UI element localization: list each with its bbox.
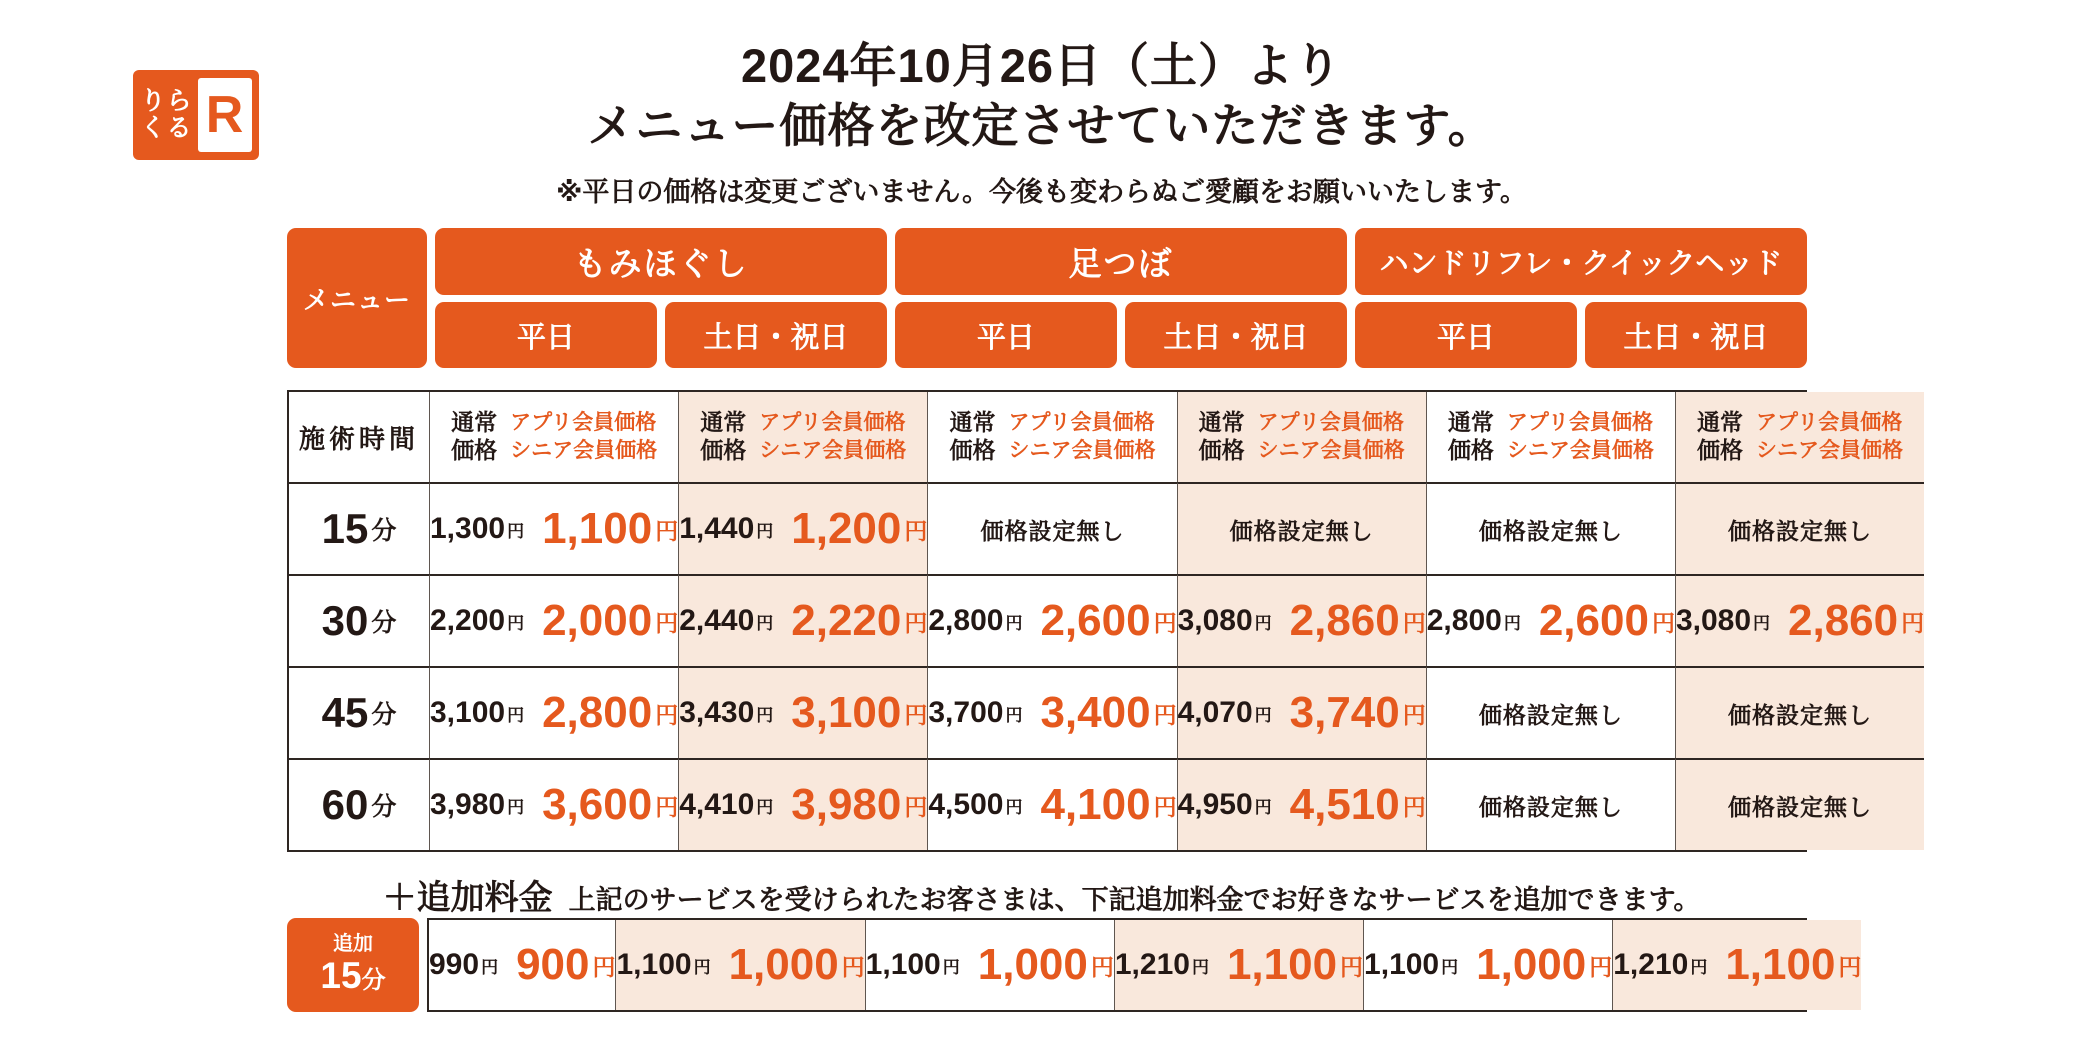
normal-price-header: 通常 価格 (700, 409, 747, 463)
yen-suffix: 円 (1690, 957, 1708, 977)
yen-suffix: 円 (756, 613, 774, 633)
day-header-weekday: 平日 (895, 302, 1117, 368)
normal-price-header: 通常 価格 (1198, 409, 1245, 463)
price-header-content (1697, 409, 1903, 466)
no-price-cell (1675, 482, 1924, 574)
time-unit: 分 (371, 701, 397, 729)
member-price: 2,800 (542, 688, 653, 737)
price-header-cell (1177, 392, 1426, 482)
member-price: 3,740 (1289, 688, 1400, 737)
no-price-label: 価格設定無し (1728, 517, 1873, 544)
normal-price: 1,210 (1114, 948, 1190, 981)
price-header-content (451, 409, 657, 466)
time-header-label: 施術時間 (298, 423, 419, 454)
normal-price: 2,200 (430, 604, 506, 637)
time-unit: 分 (371, 517, 397, 545)
page-title (0, 36, 2083, 156)
title-line1: 2024年10月26日（土）より (740, 39, 1343, 92)
yen-suffix: 円 (1254, 705, 1272, 725)
time-header-cell (289, 392, 429, 482)
no-price-label: 価格設定無し (980, 517, 1125, 544)
yen-suffix: 円 (655, 517, 679, 544)
normal-price: 1,440 (679, 512, 755, 545)
yen-suffix: 円 (1589, 953, 1613, 980)
price-cell (927, 574, 1176, 666)
normal-price: 2,800 (1426, 604, 1502, 637)
price-cell (429, 666, 678, 758)
price-cell (429, 482, 678, 574)
yen-suffix: 円 (507, 613, 525, 633)
addon-note-text: 上記のサービスを受けられたお客さまは、下記追加料金でお好きなサービスを追加できます。 (568, 885, 1701, 915)
no-price-cell (1426, 666, 1675, 758)
logo-kana-bottom: くる (140, 114, 193, 142)
yen-suffix: 円 (904, 517, 928, 544)
yen-suffix: 円 (1901, 609, 1925, 636)
price-header-cell (678, 392, 927, 482)
day-header-weekend: 土日・祝日 (1125, 302, 1347, 368)
price-cell (927, 758, 1176, 850)
normal-price: 3,700 (928, 696, 1004, 729)
addon-price-cell (1612, 920, 1861, 1010)
logo-kana-top: りら (140, 86, 193, 115)
addon-price-cell (1363, 920, 1612, 1010)
yen-suffix: 円 (655, 609, 679, 636)
price-cell (678, 482, 927, 574)
price-header-cell (1675, 392, 1924, 482)
no-price-cell (1177, 482, 1426, 574)
member-price: 2,000 (542, 596, 653, 645)
addon-plus-label: ＋追加料金 (382, 879, 553, 917)
yen-suffix: 円 (592, 953, 616, 980)
price-cell (678, 758, 927, 850)
normal-price: 3,980 (430, 788, 506, 821)
price-cell (429, 758, 678, 850)
time-value: 30 (321, 597, 369, 644)
price-header-cell (1426, 392, 1675, 482)
normal-price: 4,410 (679, 788, 755, 821)
yen-suffix: 円 (1005, 705, 1023, 725)
member-price: 4,100 (1040, 780, 1151, 829)
yen-suffix: 円 (904, 609, 928, 636)
no-price-label: 価格設定無し (1478, 517, 1623, 544)
normal-price: 1,210 (1613, 948, 1689, 981)
yen-suffix: 円 (904, 793, 928, 820)
yen-suffix: 円 (904, 701, 928, 728)
no-price-cell (1675, 758, 1924, 850)
normal-price: 4,500 (928, 788, 1004, 821)
normal-price: 4,070 (1177, 696, 1253, 729)
no-price-label: 価格設定無し (1728, 701, 1873, 728)
category-handrefle-quickhead: ハンドリフレ・クイックヘッド (1355, 228, 1807, 295)
addon-badge-unit: 分 (361, 967, 386, 995)
yen-suffix: 円 (1753, 613, 1771, 633)
yen-suffix: 円 (1153, 609, 1177, 636)
normal-price: 990 (429, 948, 480, 981)
yen-suffix: 円 (507, 797, 525, 817)
time-cell (289, 758, 429, 850)
normal-price-header: 通常 価格 (949, 409, 996, 463)
normal-price: 3,100 (430, 696, 506, 729)
addon-badge-minutes: 15 (320, 955, 362, 997)
normal-price: 3,080 (1177, 604, 1253, 637)
no-price-cell (1426, 482, 1675, 574)
logo-r-letter: R (205, 86, 244, 144)
normal-price: 4,950 (1177, 788, 1253, 821)
yen-suffix: 円 (1005, 797, 1023, 817)
member-price-header: アプリ会員価格 シニア会員価格 (1756, 410, 1904, 462)
addon-price-row (427, 918, 1862, 1012)
addon-note (0, 870, 2083, 919)
normal-price-header: 通常 価格 (1447, 409, 1494, 463)
normal-price-header: 通常 価格 (1697, 409, 1744, 463)
price-table (287, 390, 1925, 852)
yen-suffix: 円 (655, 701, 679, 728)
addon-badge-time (320, 955, 385, 996)
time-cell (289, 574, 429, 666)
member-price: 2,600 (1538, 596, 1649, 645)
member-price: 1,100 (1226, 940, 1338, 989)
yen-suffix: 円 (1153, 701, 1177, 728)
price-header-content (1448, 409, 1654, 466)
yen-suffix: 円 (1402, 609, 1426, 636)
normal-price: 1,100 (1364, 948, 1440, 981)
yen-suffix: 円 (756, 521, 774, 541)
member-price: 1,000 (1476, 940, 1587, 989)
normal-price: 3,430 (679, 696, 755, 729)
yen-suffix: 円 (1090, 953, 1114, 980)
no-price-cell (927, 482, 1176, 574)
time-value: 60 (321, 781, 369, 828)
yen-suffix: 円 (756, 797, 774, 817)
time-unit: 分 (371, 793, 397, 821)
member-price: 1,100 (542, 504, 653, 553)
normal-price: 3,080 (1675, 604, 1752, 637)
normal-price: 1,100 (616, 948, 692, 981)
addon-price-cell (429, 920, 615, 1010)
member-price: 1,200 (791, 504, 902, 553)
price-cell (429, 574, 678, 666)
member-price: 3,600 (542, 780, 653, 829)
day-header-weekend: 土日・祝日 (665, 302, 887, 368)
yen-suffix: 円 (1254, 797, 1272, 817)
no-price-label: 価格設定無し (1478, 793, 1623, 820)
yen-suffix: 円 (1191, 957, 1209, 977)
price-cell (678, 666, 927, 758)
no-price-cell (1675, 666, 1924, 758)
normal-price: 2,440 (679, 604, 755, 637)
member-price: 2,220 (791, 596, 902, 645)
time-cell (289, 482, 429, 574)
category-momihogushi: もみほぐし (435, 228, 887, 295)
member-price: 1,100 (1725, 940, 1836, 989)
time-value: 15 (321, 505, 369, 552)
yen-suffix: 円 (1005, 613, 1023, 633)
price-cell (678, 574, 927, 666)
category-ashitsubo: 足つぼ (895, 228, 1347, 295)
price-header-content (700, 409, 906, 466)
member-price: 2,860 (1788, 596, 1899, 645)
price-cell (1426, 574, 1675, 666)
member-price-header: アプリ会員価格 シニア会員価格 (510, 410, 658, 462)
yen-suffix: 円 (1651, 609, 1675, 636)
time-cell (289, 666, 429, 758)
yen-suffix: 円 (942, 957, 960, 977)
yen-suffix: 円 (1838, 953, 1862, 980)
menu-header-cell: メニュー (287, 228, 427, 368)
no-price-label: 価格設定無し (1229, 517, 1374, 544)
normal-price: 2,800 (928, 604, 1004, 637)
yen-suffix: 円 (1153, 793, 1177, 820)
price-cell (927, 666, 1176, 758)
day-header-weekday: 平日 (1355, 302, 1577, 368)
member-price: 3,100 (791, 688, 902, 737)
no-price-label: 価格設定無し (1478, 701, 1623, 728)
yen-suffix: 円 (481, 957, 499, 977)
price-cell (1177, 574, 1426, 666)
yen-suffix: 円 (1340, 953, 1364, 980)
yen-suffix: 円 (693, 957, 711, 977)
member-price: 1,000 (977, 940, 1088, 989)
member-price-header: アプリ会員価格 シニア会員価格 (1257, 410, 1405, 462)
yen-suffix: 円 (756, 705, 774, 725)
day-header-weekend: 土日・祝日 (1585, 302, 1807, 368)
yen-suffix: 円 (507, 521, 525, 541)
yen-suffix: 円 (655, 793, 679, 820)
price-header-cell (927, 392, 1176, 482)
price-cell (1177, 666, 1426, 758)
title-line2: メニュー価格を改定させていただきます。 (587, 99, 1496, 153)
addon-price-cell (865, 920, 1114, 1010)
addon-15min-badge (287, 918, 419, 1012)
yen-suffix: 円 (507, 705, 525, 725)
addon-price-cell (1114, 920, 1363, 1010)
yen-suffix: 円 (1503, 613, 1521, 633)
normal-price: 1,300 (430, 512, 506, 545)
member-price-header: アプリ会員価格 シニア会員価格 (1008, 410, 1156, 462)
member-price: 3,980 (791, 780, 902, 829)
member-price: 2,600 (1040, 596, 1151, 645)
yen-suffix: 円 (1441, 957, 1459, 977)
price-header-content (949, 409, 1155, 466)
time-unit: 分 (371, 609, 397, 637)
table-header-band (287, 228, 1807, 368)
day-header-weekday: 平日 (435, 302, 657, 368)
price-header-cell (429, 392, 678, 482)
time-value: 45 (321, 689, 369, 736)
no-price-label: 価格設定無し (1728, 793, 1873, 820)
member-price: 1,000 (728, 940, 839, 989)
yen-suffix: 円 (1254, 613, 1272, 633)
addon-badge-label: 追加 (333, 933, 373, 956)
member-price: 3,400 (1040, 688, 1151, 737)
member-price-header: アプリ会員価格 シニア会員価格 (1506, 410, 1654, 462)
addon-price-cell (615, 920, 864, 1010)
member-price: 900 (516, 940, 590, 989)
yen-suffix: 円 (841, 953, 865, 980)
yen-suffix: 円 (1402, 701, 1426, 728)
price-cell (1675, 574, 1924, 666)
no-price-cell (1426, 758, 1675, 850)
member-price: 4,510 (1289, 780, 1400, 829)
price-header-content (1199, 409, 1405, 466)
normal-price-header: 通常 価格 (451, 409, 498, 463)
price-cell (1177, 758, 1426, 850)
subtitle-note: ※平日の価格は変更ございません。今後も変わらぬご愛顧をお願いいたします。 (556, 177, 1527, 207)
normal-price: 1,100 (865, 948, 941, 981)
member-price: 2,860 (1289, 596, 1400, 645)
yen-suffix: 円 (1402, 793, 1426, 820)
member-price-header: アプリ会員価格 シニア会員価格 (759, 410, 907, 462)
